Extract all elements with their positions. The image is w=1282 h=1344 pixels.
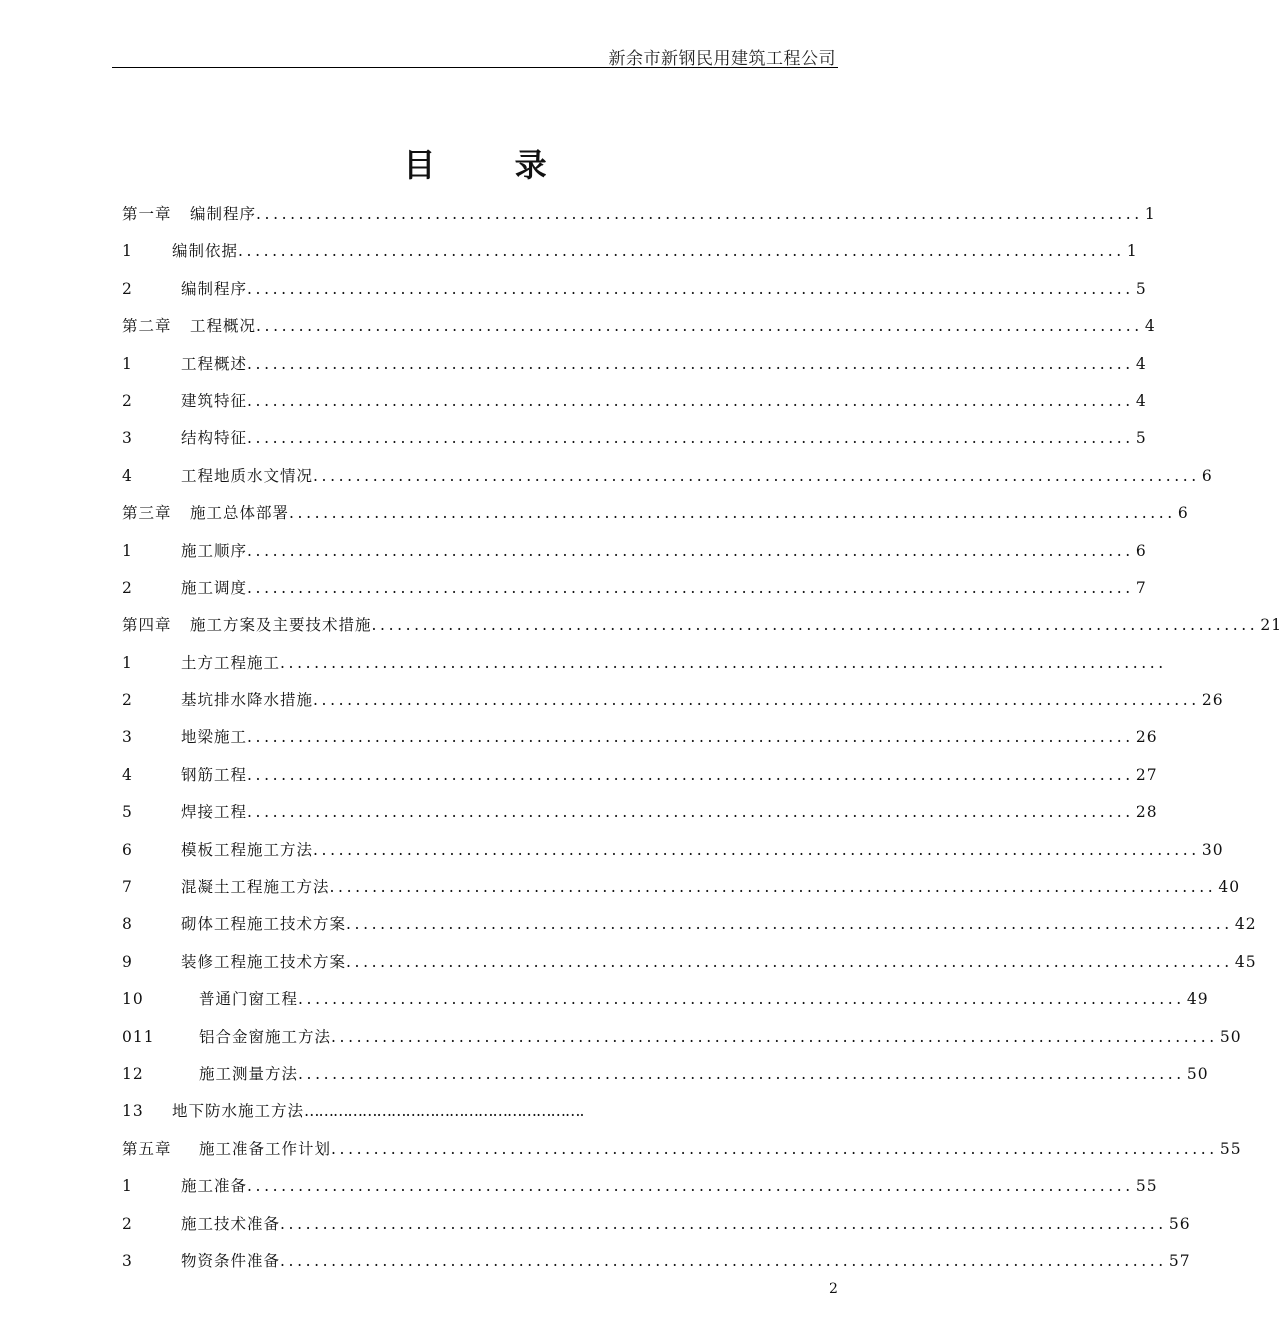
toc-dot-leader: ………………………………………………….	[304, 1102, 584, 1121]
toc-dot-leader: ........................................................................................................	[247, 391, 1134, 410]
toc-dot-leader: ........................................................................................................	[280, 1251, 1167, 1270]
toc-dot-leader: ........................................................................................................	[346, 915, 1233, 934]
toc-entry-number: 4	[122, 466, 133, 485]
toc-entry-number: 12	[122, 1064, 144, 1083]
toc-entry-page: 50	[1219, 1027, 1242, 1046]
toc-entry-title: 地下防水施工方法	[172, 1102, 305, 1121]
toc-dot-leader: ........................................................................................................	[331, 1139, 1218, 1158]
toc-entry-2-2[interactable]	[122, 383, 1147, 420]
toc-entry-number: 2	[122, 578, 133, 597]
toc-entry-number: 3	[122, 728, 133, 747]
toc-entry-title: 铝合金窗施工方法	[199, 1027, 332, 1046]
toc-entry-number: 011	[122, 1027, 155, 1046]
toc-entry-3-1[interactable]	[122, 533, 1147, 570]
toc-entry-1-1[interactable]	[122, 233, 1138, 270]
toc-entry-title: 建筑特征	[181, 391, 248, 410]
toc-entry-page: 55	[1219, 1139, 1242, 1158]
toc-entry-ch1[interactable]	[122, 196, 1156, 233]
toc-dot-leader: ........................................................................................................	[256, 205, 1143, 223]
toc-entry-page: 50	[1186, 1064, 1209, 1083]
toc-entry-4-1[interactable]	[122, 645, 1167, 682]
toc-entry-title: 施工测量方法	[199, 1064, 299, 1083]
toc-dot-leader: ........................................................................................................	[247, 803, 1134, 822]
toc-entry-4-13[interactable]	[122, 1093, 830, 1130]
toc-entry-number: 第二章	[122, 317, 172, 336]
toc-entry-number: 5	[122, 803, 133, 822]
toc-entry-4-9[interactable]	[122, 944, 1257, 981]
toc-entry-4-10[interactable]	[122, 981, 1209, 1018]
toc-dot-leader: ........................................................................................................	[280, 1214, 1167, 1233]
toc-dot-leader: ........................................................................................................	[247, 1177, 1134, 1196]
toc-dot-leader: ........................................................................................................	[313, 691, 1200, 710]
toc-dot-leader: ........................................................................................................	[247, 429, 1134, 448]
toc-entry-ch3[interactable]	[122, 495, 1189, 532]
toc-entry-title: 施工准备	[181, 1177, 248, 1196]
toc-entry-number: 8	[122, 915, 133, 934]
toc-entry-number: 2	[122, 279, 133, 298]
toc-entry-title: 施工顺序	[181, 541, 248, 560]
toc-entry-number: 3	[122, 1251, 133, 1270]
toc-entry-2-3[interactable]	[122, 420, 1147, 457]
toc-dot-leader: ........................................................................................................	[247, 541, 1134, 560]
toc-dot-leader: ........................................................................................................	[289, 504, 1176, 523]
toc-entry-title: 物资条件准备	[181, 1251, 281, 1270]
toc-entry-title: 混凝土工程施工方法	[181, 878, 330, 897]
toc-entry-page: 26	[1201, 691, 1224, 710]
toc-entry-title: 模板工程施工方法	[181, 840, 314, 859]
toc-entry-page: 28	[1135, 803, 1158, 822]
toc-entry-title: 工程概述	[181, 354, 248, 373]
toc-entry-4-2[interactable]	[122, 682, 1224, 719]
toc-dot-leader: ........................................................................................................	[313, 466, 1200, 485]
toc-entry-title: 施工技术准备	[181, 1214, 281, 1233]
toc-dot-leader: ........................................................................................................	[280, 653, 1167, 672]
toc-entry-title: 土方工程施工	[181, 653, 281, 672]
toc-entry-page: 6	[1135, 541, 1147, 560]
toc-entry-number: 1	[122, 541, 133, 560]
toc-entry-page: 7	[1135, 578, 1147, 597]
toc-entry-page: 5	[1135, 279, 1147, 298]
toc-dot-leader: ........................................................................................................	[238, 242, 1125, 261]
toc-entry-page: 4	[1135, 354, 1147, 373]
toc-entry-page: 27	[1135, 765, 1158, 784]
toc-dot-leader: ........................................................................................................	[329, 878, 1217, 897]
toc-entry-number: 4	[122, 765, 133, 784]
toc-entry-5-1[interactable]	[122, 1168, 1158, 1205]
toc-entry-number: 第三章	[122, 504, 172, 523]
toc-entry-page: 4	[1135, 391, 1147, 410]
toc-entry-page: 5	[1135, 429, 1147, 448]
toc-entry-page: 1	[1144, 205, 1156, 223]
toc-dot-leader: ........................................................................................................	[346, 952, 1233, 971]
page-title: 目 录	[403, 146, 581, 184]
toc-entry-title: 焊接工程	[181, 803, 248, 822]
toc-entry-title: 施工方案及主要技术措施	[190, 616, 372, 635]
toc-entry-5-2[interactable]	[122, 1206, 1191, 1243]
toc-entry-number: 1	[122, 653, 133, 672]
toc-entry-number: 13	[122, 1102, 144, 1121]
toc-dot-leader: ........................................................................................................	[331, 1027, 1218, 1046]
table-of-contents	[122, 196, 1282, 1280]
page-number: 2	[829, 1281, 838, 1297]
toc-entry-number: 第五章	[122, 1139, 172, 1158]
toc-entry-number: 第四章	[122, 616, 172, 635]
toc-entry-title: 编制程序	[190, 205, 257, 223]
toc-dot-leader: ........................................................................................................	[247, 279, 1134, 298]
toc-entry-title: 工程概况	[190, 317, 257, 336]
toc-entry-page: 4	[1144, 317, 1156, 336]
toc-entry-page: 49	[1186, 990, 1209, 1009]
toc-entry-5-3[interactable]	[122, 1243, 1191, 1280]
toc-entry-2-4[interactable]	[122, 458, 1213, 495]
toc-entry-4-11[interactable]	[122, 1019, 1242, 1056]
toc-entry-4-5[interactable]	[122, 794, 1158, 831]
toc-entry-number: 10	[122, 990, 144, 1009]
toc-entry-page: 57	[1168, 1251, 1191, 1270]
toc-entry-title: 钢筋工程	[181, 765, 248, 784]
toc-dot-leader: ........................................................................................................	[298, 990, 1185, 1009]
toc-entry-4-6[interactable]	[122, 832, 1224, 869]
toc-entry-number: 9	[122, 952, 133, 971]
toc-dot-leader: ........................................................................................................	[247, 765, 1134, 784]
toc-entry-number: 1	[122, 1177, 133, 1196]
toc-entry-page: 21	[1260, 616, 1282, 635]
toc-entry-4-4[interactable]	[122, 757, 1158, 794]
toc-entry-page: 6	[1177, 504, 1189, 523]
toc-dot-leader: ........................................................................................................	[247, 354, 1134, 373]
header-divider	[112, 67, 838, 68]
toc-entry-title: 工程地质水文情况	[181, 466, 314, 485]
toc-entry-title: 砌体工程施工技术方案	[181, 915, 347, 934]
toc-entry-title: 基坑排水降水措施	[181, 691, 314, 710]
toc-dot-leader: ........................................................................................................	[256, 317, 1143, 336]
toc-entry-page: 1	[1126, 242, 1138, 261]
toc-entry-title: 施工总体部署	[190, 504, 290, 523]
toc-entry-title: 地梁施工	[181, 728, 248, 747]
toc-entry-page: 45	[1234, 952, 1257, 971]
toc-dot-leader: ........................................................................................................	[313, 840, 1200, 859]
toc-entry-number: 2	[122, 391, 133, 410]
toc-entry-ch5[interactable]	[122, 1131, 1242, 1168]
toc-entry-page: 42	[1234, 915, 1257, 934]
toc-entry-title: 结构特征	[181, 429, 248, 448]
toc-entry-page: 40	[1218, 878, 1241, 897]
toc-dot-leader: ........................................................................................................	[371, 616, 1259, 635]
toc-dot-leader: ........................................................................................................	[247, 578, 1134, 597]
toc-entry-ch2[interactable]	[122, 308, 1156, 345]
toc-entry-4-8[interactable]	[122, 906, 1257, 943]
toc-entry-title: 施工调度	[181, 578, 248, 597]
toc-entry-4-12[interactable]	[122, 1056, 1209, 1093]
toc-entry-3-2[interactable]	[122, 570, 1147, 607]
toc-entry-title: 编制依据	[172, 242, 239, 261]
toc-entry-title: 施工准备工作计划	[199, 1139, 332, 1158]
toc-entry-number: 1	[122, 354, 133, 373]
toc-entry-page: 56	[1168, 1214, 1191, 1233]
toc-entry-title: 普通门窗工程	[199, 990, 299, 1009]
toc-entry-page: 6	[1201, 466, 1213, 485]
toc-entry-page: 26	[1135, 728, 1158, 747]
toc-entry-1-2[interactable]	[122, 271, 1147, 308]
toc-entry-number: 3	[122, 429, 133, 448]
toc-dot-leader: ........................................................................................................	[247, 728, 1134, 747]
toc-entry-2-1[interactable]	[122, 346, 1147, 383]
toc-entry-number: 2	[122, 1214, 133, 1233]
toc-entry-number: 6	[122, 840, 133, 859]
header-company-name: 新余市新钢民用建筑工程公司	[608, 49, 836, 69]
toc-entry-number: 2	[122, 691, 133, 710]
toc-entry-title: 编制程序	[181, 279, 248, 298]
toc-entry-number: 7	[122, 878, 133, 897]
toc-entry-page: 55	[1135, 1177, 1158, 1196]
toc-entry-title: 装修工程施工技术方案	[181, 952, 347, 971]
toc-entry-4-7[interactable]	[122, 869, 1241, 906]
toc-entry-4-3[interactable]	[122, 719, 1158, 756]
toc-entry-number: 第一章	[122, 205, 172, 223]
toc-dot-leader: ........................................................................................................	[298, 1064, 1185, 1083]
toc-entry-number: 1	[122, 242, 133, 261]
toc-entry-page: 30	[1201, 840, 1224, 859]
toc-entry-ch4[interactable]	[122, 607, 1282, 644]
